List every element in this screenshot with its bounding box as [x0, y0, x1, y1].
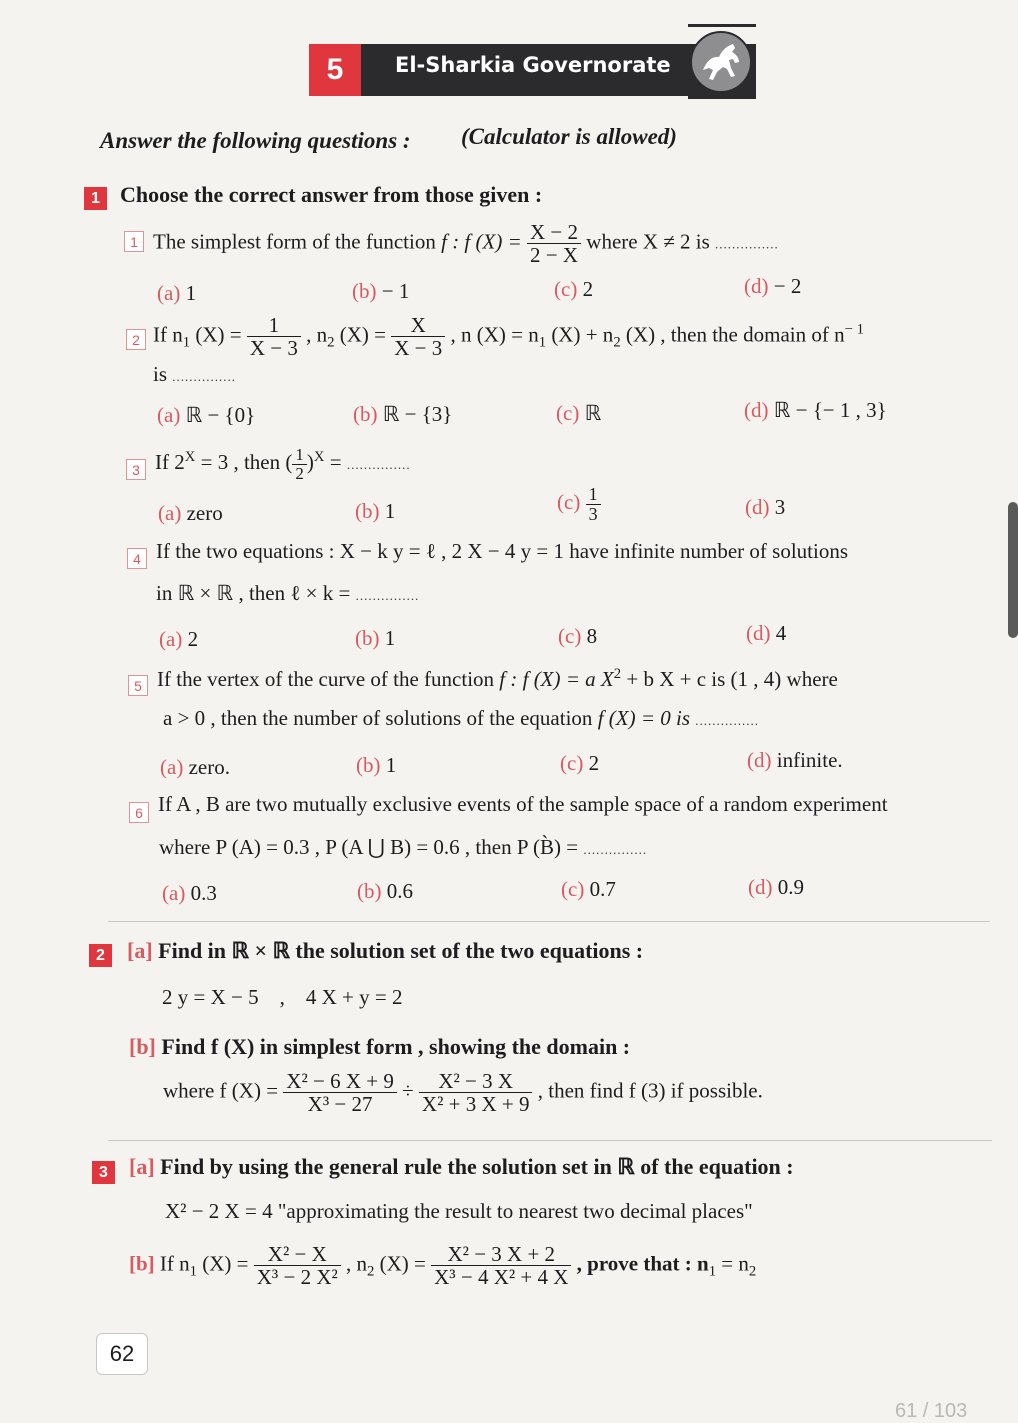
choice-c: [560, 751, 599, 776]
choice-value: 3: [774, 495, 786, 519]
choice-d: [748, 875, 804, 900]
numerator: 1: [292, 446, 307, 465]
choice-b: [355, 626, 395, 651]
q1-item4-line2: [156, 581, 419, 606]
text-part: If 2: [155, 450, 185, 475]
numerator: X² − X: [254, 1243, 341, 1266]
choice-a: [158, 501, 223, 526]
text-part: , prove that : n: [571, 1251, 709, 1276]
item-number: 1: [124, 231, 144, 252]
text-part: (X) =: [374, 1251, 426, 1276]
choice-value: 0.6: [386, 879, 413, 903]
choice-label: (c): [557, 490, 581, 515]
choice-value: ℝ − {3}: [382, 402, 453, 426]
choice-b: [357, 879, 413, 904]
exam-number-badge: 5: [309, 44, 361, 96]
choice-value: zero: [186, 501, 223, 525]
q2b-heading: [129, 1034, 630, 1060]
choice-label: (b): [355, 626, 380, 650]
text-part: If the vertex of the curve of the function: [157, 667, 500, 691]
choice-value: infinite.: [776, 748, 843, 772]
part-label: [b]: [129, 1034, 156, 1059]
choice-value: 1: [384, 499, 396, 523]
text-part: is: [153, 362, 168, 386]
text-part: The simplest form of the function: [153, 229, 442, 254]
text-part: (X) =: [197, 1251, 249, 1276]
choice-d: [744, 398, 887, 423]
fraction: [283, 1070, 397, 1115]
numerator: X² − 6 X + 9: [283, 1070, 397, 1093]
fraction: [247, 314, 301, 359]
text-part: in ℝ × ℝ , then ℓ × k =: [156, 581, 351, 605]
item-number: 4: [127, 548, 147, 569]
instruction-note: (Calculator is allowed): [461, 124, 677, 149]
numerator: X² − 3 X + 2: [431, 1243, 571, 1266]
numerator: X − 2: [527, 221, 581, 244]
denominator: 3: [588, 503, 598, 524]
choice-label: (d): [744, 274, 769, 298]
numerator: X² − 3 X: [419, 1070, 533, 1093]
text-part: If n: [153, 322, 183, 347]
instruction-main: Answer the following questions :: [100, 128, 411, 153]
question-1-heading: Choose the correct answer from those given :: [120, 182, 543, 207]
answer-blank: ...............: [346, 457, 411, 473]
page-number: 62: [96, 1333, 148, 1375]
part-label: [a]: [129, 1154, 155, 1179]
choice-value: 2: [582, 277, 594, 301]
choice-label: (a): [158, 501, 182, 525]
subscript: 2: [367, 1263, 375, 1280]
text-part: ÷: [402, 1078, 414, 1103]
superscript: 2: [613, 666, 622, 682]
choice-value: zero.: [188, 755, 230, 779]
function-part: f : f (X) =: [441, 229, 522, 254]
denominator: 2: [295, 463, 304, 483]
choice-d: [745, 495, 785, 520]
text-part: , n: [300, 322, 328, 347]
choice-label: (c): [561, 877, 585, 901]
subscript: 1: [538, 334, 547, 351]
text-part: =: [324, 450, 342, 475]
q1-item6-line1: If A , B are two mutually exclusive events of the sample space of a random experiment: [158, 792, 888, 816]
choice-b: [352, 279, 409, 304]
choice-label: (b): [353, 402, 378, 426]
text-part: = 3 , then (: [195, 450, 293, 475]
subscript: 2: [613, 334, 621, 351]
choice-d: [744, 274, 801, 299]
fraction: [586, 485, 601, 524]
section-divider: [108, 1140, 992, 1141]
denominator: X − 3: [394, 336, 443, 361]
equation-1: 2 y = X − 5: [162, 985, 259, 1009]
choice-value: − 2: [773, 274, 802, 298]
choice-label: (a): [162, 881, 186, 905]
function-part: f : f (X) = a X: [499, 667, 614, 691]
answer-blank: ...............: [715, 236, 779, 252]
choice-value: 1: [384, 626, 396, 650]
denominator: X³ − 2 X²: [256, 1265, 338, 1290]
question-3-badge: 3: [92, 1161, 115, 1184]
choice-label: (a): [160, 755, 184, 779]
choice-label: (b): [356, 753, 381, 777]
q1-item2-text: [153, 314, 864, 359]
choice-label: (b): [352, 279, 377, 303]
q1-item1-text: [153, 221, 779, 266]
text-part: + b X + c is (1 , 4) where: [621, 667, 838, 691]
choice-value: ℝ − {0}: [185, 403, 256, 427]
choice-d: [747, 748, 843, 773]
denominator: X³ − 27: [307, 1092, 373, 1117]
q2a-equations: [162, 985, 402, 1010]
denominator: 2 − X: [530, 243, 579, 268]
choice-label: (c): [560, 751, 584, 775]
text-part: (X) + n: [546, 322, 614, 347]
part-label: [b]: [129, 1251, 155, 1276]
item-number: 3: [126, 459, 146, 480]
choice-value: 0.9: [777, 875, 804, 899]
text-part: Find f (X) in simplest form , showing the domain :: [161, 1034, 631, 1059]
section-divider: [108, 921, 990, 922]
fraction: [391, 314, 445, 359]
fraction: [292, 446, 307, 483]
q3a-heading: [129, 1154, 794, 1180]
text-part: Find by using the general rule the solution set in ℝ of the equation :: [160, 1154, 794, 1179]
header-rule-top: [688, 24, 756, 27]
text-part: where X ≠ 2 is: [581, 229, 710, 254]
choice-label: (d): [747, 748, 772, 772]
item-number: 6: [129, 802, 149, 823]
fraction: [431, 1243, 571, 1288]
fraction: [527, 221, 581, 266]
question-2-badge: 2: [89, 944, 112, 967]
text-part: Find in ℝ × ℝ the solution set of the two equations :: [158, 938, 644, 963]
governorate-title: El-Sharkia Governorate: [395, 53, 671, 77]
subscript: 2: [327, 334, 335, 351]
q1-item6-line2: [159, 835, 647, 860]
answer-blank: ...............: [583, 842, 648, 857]
q2a-heading: [127, 938, 643, 964]
choice-label: (d): [745, 495, 770, 519]
choice-c: [561, 877, 616, 902]
subscript: 1: [182, 334, 191, 351]
choice-label: (d): [746, 621, 771, 645]
horse-logo-icon: [689, 30, 753, 94]
choice-label: (b): [357, 879, 382, 903]
text-part: (X) =: [334, 322, 386, 347]
subscript: 1: [189, 1263, 198, 1280]
choice-label: (c): [558, 624, 582, 648]
choice-b: [353, 402, 452, 427]
denominator: X² + 3 X + 9: [421, 1092, 530, 1117]
choice-value: 4: [775, 621, 787, 645]
q1-item5-line2: [163, 706, 759, 731]
denominator: X − 3: [249, 336, 298, 361]
choice-a: [159, 627, 198, 652]
choice-label: (d): [748, 875, 773, 899]
answer-blank: ...............: [172, 369, 237, 384]
text-part: , n: [340, 1251, 368, 1276]
choice-c: [557, 485, 601, 524]
choice-value: − 1: [381, 279, 410, 303]
numerator: 1: [247, 314, 301, 337]
choice-label: (d): [744, 398, 769, 422]
subscript: 2: [748, 1263, 757, 1280]
q3b-expression: [129, 1243, 756, 1288]
choice-a: [160, 755, 230, 780]
choice-value: 2: [187, 627, 199, 651]
choice-c: [554, 277, 593, 302]
choice-c: [556, 401, 601, 426]
answer-blank: ...............: [355, 588, 420, 603]
choice-value: ℝ − {− 1 , 3}: [773, 398, 887, 422]
q1-item2-line2: [153, 362, 236, 387]
choice-value: 2: [588, 751, 600, 775]
choice-value: 0.3: [190, 881, 217, 905]
choice-label: (c): [554, 277, 578, 301]
superscript: X: [184, 449, 196, 466]
q2b-expression: [163, 1070, 763, 1115]
item-number: 5: [128, 675, 148, 696]
q1-item5-line1: [157, 666, 838, 692]
choice-value: 1: [385, 753, 397, 777]
scrollbar[interactable]: [1008, 502, 1018, 638]
subscript: 1: [708, 1263, 717, 1280]
choice-value: 1: [185, 281, 197, 305]
choice-a: [162, 881, 217, 906]
fraction: [254, 1243, 341, 1288]
q3a-equation: X² − 2 X = 4 "approximating the result to nearest two decimal places": [165, 1199, 753, 1223]
numerator: X: [391, 314, 445, 337]
text-part: = n: [716, 1251, 749, 1276]
choice-b: [356, 753, 396, 778]
choice-label: (a): [159, 627, 183, 651]
text-part: a > 0 , then the number of solutions of the equation: [163, 706, 598, 730]
superscript: − 1: [844, 321, 864, 338]
text-part: (X) , then the domain of n: [620, 322, 845, 347]
choice-label: (b): [355, 499, 380, 523]
text-part: where f (X) =: [163, 1078, 279, 1103]
function-part: f (X) = 0 is: [597, 706, 691, 730]
answer-blank: ...............: [695, 713, 760, 728]
text-part: ,: [279, 985, 285, 1009]
text-part: (X) =: [190, 322, 242, 347]
text-part: ): [306, 450, 314, 475]
item-number: 2: [126, 329, 146, 350]
question-1-badge: 1: [84, 187, 107, 210]
text-part: , then find f (3) if possible.: [537, 1078, 763, 1103]
q1-item4-line1: If the two equations : X − k y = ℓ , 2 X − 4 y = 1 have infinite number of solutions: [156, 539, 849, 563]
text-part: If n: [159, 1251, 190, 1276]
choice-a: [157, 403, 255, 428]
numerator: 1: [586, 485, 601, 505]
fraction: [419, 1070, 533, 1115]
choice-label: (a): [157, 403, 181, 427]
choice-label: (a): [157, 281, 181, 305]
page-counter: 61 / 103: [895, 1400, 968, 1422]
text-part: , n (X) = n: [445, 322, 539, 347]
choice-a: [157, 281, 196, 306]
choice-d: [746, 621, 786, 646]
superscript: X: [313, 449, 325, 466]
denominator: X³ − 4 X² + 4 X: [434, 1265, 569, 1290]
choice-value: 0.7: [589, 877, 616, 901]
q1-item3-text: [155, 446, 411, 483]
choice-b: [355, 499, 395, 524]
choice-value: ℝ: [584, 401, 602, 425]
equation-2: 4 X + y = 2: [305, 985, 403, 1009]
choice-value: 8: [586, 624, 598, 648]
choice-label: (c): [556, 401, 580, 425]
choice-c: [558, 624, 597, 649]
text-part: where P (A) = 0.3 , P (A ⋃ B) = 0.6 , then P (B̀) =: [159, 835, 579, 859]
header-rule-bottom: [688, 96, 756, 99]
part-label: [a]: [127, 938, 153, 963]
